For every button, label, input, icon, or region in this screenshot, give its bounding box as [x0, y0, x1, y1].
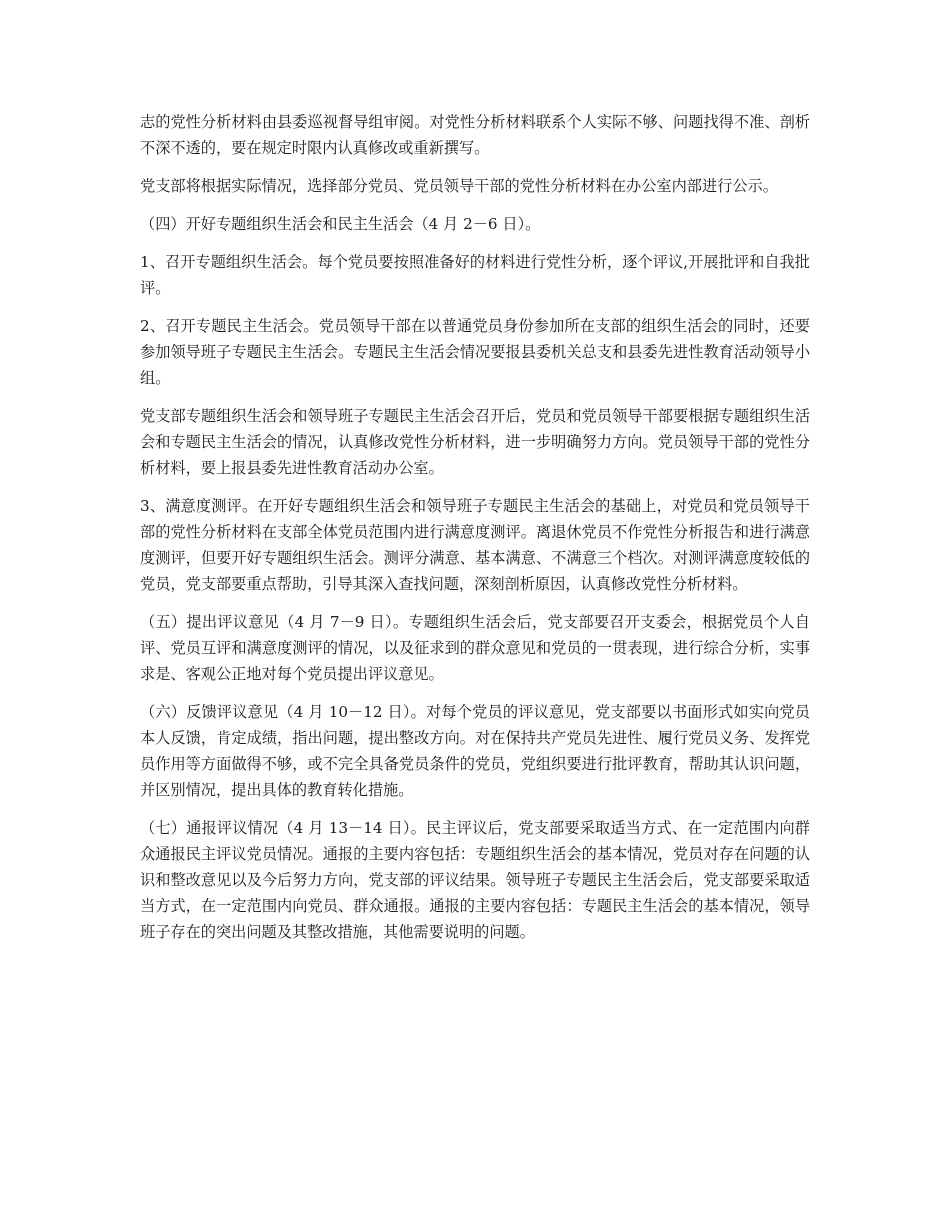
paragraph-item-3: 3、满意度测评。在开好专题组织生活会和领导班子专题民主生活会的基础上，对党员和党员领导干部的党性分析材料在支部全体党员范围内进行满意度测评。离退休党员不作党性分析报告和进行满意度测评，但要开好专题组织生活会。测评分满意、基本满意、不满意三个档次。对测评满意度较低的党员，党支部要重点帮助，引导其深入查找问题，深刻剖析原因，认真修改党性分析材料。	[140, 497, 810, 593]
section-heading-4: （四）开好专题组织生活会和民主生活会（4 月 2－6 日）。	[140, 215, 541, 233]
paragraph-review-materials: 志的党性分析材料由县委巡视督导组审阅。对党性分析材料联系个人实际不够、问题找得不准、剖析不深不透的，要在规定时限内认真修改或重新撰写。	[140, 113, 810, 157]
section-5-evaluation: （五）提出评议意见（4 月 7－9 日）。专题组织生活会后，党支部要召开支委会，根据党员个人自评、党员互评和满意度测评的情况，以及征求到的群众意见和党员的一贯表现，进行综合分析，实事求是、客观公正地对每个党员提出评议意见。	[140, 613, 810, 683]
paragraph-revision: 党支部专题组织生活会和领导班子专题民主生活会召开后，党员和党员领导干部要根据专题组织生活会和专题民主生活会的情况，认真修改党性分析材料，进一步明确努力方向。党员领导干部的党性分析材料，要上报县委先进性教育活动办公室。	[140, 407, 810, 477]
paragraph-item-2: 2、召开专题民主生活会。党员领导干部在以普通党员身份参加所在支部的组织生活会的同时，还要参加领导班子专题民主生活会。专题民主生活会情况要报县委机关总支和县委先进性教育活动领导小组。	[140, 317, 810, 387]
section-7-notification: （七）通报评议情况（4 月 13－14 日）。民主评议后，党支部要采取适当方式、在一定范围内向群众通报民主评议党员情况。通报的主要内容包括：专题组织生活会的基本情况，党员对存在问题的认识和整改意见以及今后努力方向，党支部的评议结果。领导班子专题民主生活会后，党支部要采取适当方式，在一定范围内向党员、群众通报。通报的主要内容包括：专题民主生活会的基本情况，领导班子存在的突出问题及其整改措施，其他需要说明的问题。	[140, 819, 810, 941]
paragraph-publicity: 党支部将根据实际情况，选择部分党员、党员领导干部的党性分析材料在办公室内部进行公示。	[140, 177, 778, 195]
section-6-feedback: （六）反馈评议意见（4 月 10－12 日）。对每个党员的评议意见，党支部要以书面形式如实向党员本人反馈，肯定成绩，指出问题，提出整改方向。对在保持共产党员先进性、履行党员义务、发挥党员作用等方面做得不够，或不完全具备党员条件的党员，党组织要进行批评教育，帮助其认识问题，并区别情况，提出具体的教育转化措施。	[140, 703, 810, 799]
paragraph-item-1: 1、召开专题组织生活会。每个党员要按照准备好的材料进行党性分析，逐个评议,开展批评和自我批评。	[140, 253, 810, 297]
document-body	[140, 109, 810, 957]
